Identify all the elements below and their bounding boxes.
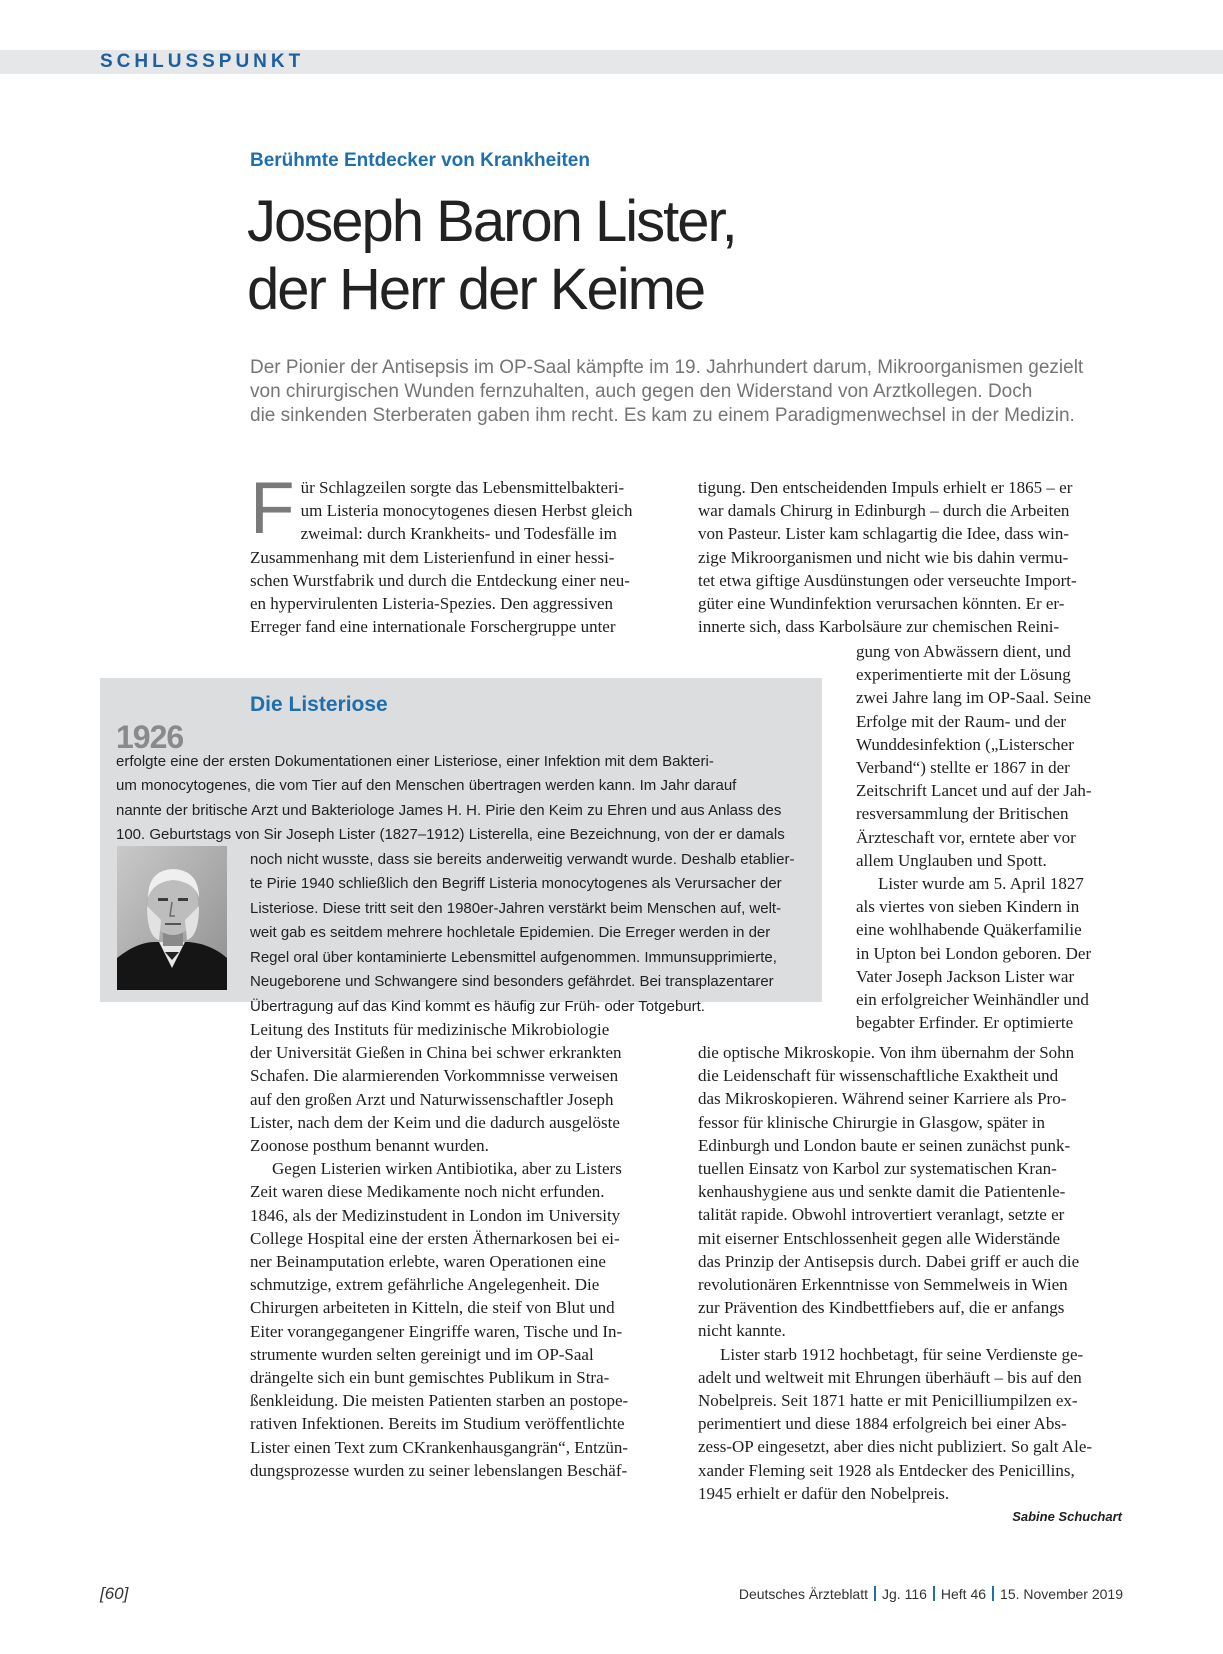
body-line: zige Mikroorganismen und nicht wie bis dahin vermu- (698, 547, 1069, 567)
sidebar-line: Listeriose. Diese tritt seit den 1980er-Jahren verstärkt beim Menschen auf, welt- (250, 899, 782, 917)
body-line: Wunddesinfektion („Listerscher (856, 734, 1074, 754)
author-name: Sabine Schuchart (1012, 1509, 1122, 1525)
body-line: Verband“) stellte er 1867 in der (856, 758, 1070, 778)
body-line: Lister wurde am 5. April 1827 (878, 874, 1084, 894)
body-line: Eiter vorangegangener Eingriffe waren, Tische und In- (250, 1321, 623, 1341)
body-line: Chirurgen arbeiteten in Kitteln, die steif von Blut und (250, 1298, 615, 1318)
sidebar-line: 100. Geburtstags von Sir Joseph Lister (1827–1912) Listerella, eine Bezeichnung, von der er damals (116, 826, 785, 843)
body-line: ein erfolgreicher Weinhändler und (856, 990, 1089, 1010)
body-line: zess-OP eingesetzt, aber dies nicht publiziert. So galt Ale- (698, 1437, 1093, 1457)
sidebar-heading: Die Listeriose (250, 693, 388, 716)
body-line-text: 1945 erhielt er dafür den Nobelpreis. (698, 1483, 950, 1503)
body-line: gung von Abwässern dient, und (856, 642, 1071, 661)
body-line: die optische Mikroskopie. Von ihm übernahm der Sohn (698, 1043, 1075, 1062)
body-line: adelt und weltweit mit Ehrungen überhäuft – bis auf den (698, 1367, 1082, 1387)
sidebar-line: weit gab es seitdem mehrere hochletale Epidemien. Die Erreger werden in der (250, 924, 771, 941)
body-line: Zeit waren diese Medikamente noch nicht erfunden. (250, 1182, 605, 1202)
article-title (247, 188, 1187, 324)
body-line: experimentierte mit der Lösung (856, 665, 1071, 685)
body-line: Gegen Listerien wirken Antibiotika, aber zu Listers (272, 1159, 622, 1179)
body-line: schmutzige, extrem gefährliche Angelegenheit. Die (250, 1275, 600, 1295)
body-line: Erfolge mit der Raum- und der (856, 711, 1067, 731)
body-line: nicht kannte. (698, 1321, 786, 1341)
sidebar-line: Neugeborene und Schwangere sind besonders gefährdet. Bei transplazentarer (250, 973, 774, 990)
body-line: innerte sich, dass Karbolsäure zur chemischen Reini- (698, 617, 1060, 637)
lead-line: die sinkenden Sterberaten gaben ihm recht. Es kam zu einem Paradigmenwechsel in der Medizin. (250, 405, 1075, 426)
body-line: resversammlung der Britischen (856, 804, 1069, 824)
body-line: tet etwa giftige Ausdünstungen oder verseuchte Import- (698, 570, 1077, 590)
body-line: ner Beinamputation erlebte, waren Operationen eine (250, 1252, 606, 1272)
body-line: xander Fleming seit 1928 als Entdecker des Penicillins, (698, 1460, 1075, 1480)
body-line: rativen Infektionen. Bereits im Studium veröffentlichte (250, 1414, 625, 1434)
body-line: ßenkleidung. Die meisten Patienten starben an postope- (250, 1391, 629, 1411)
body-line: Erreger fand eine internationale Forschergruppe unter (250, 617, 616, 637)
body-line: Lister einen Text zum CKrankenhausgangrän“, Entzün- (250, 1437, 629, 1457)
drop-cap: F (250, 468, 295, 549)
sidebar-line: noch nicht wusste, dass sie bereits anderweitig verwandt wurde. Deshalb etablier- (250, 850, 795, 868)
sidebar-line: um monocytogenes, die vom Tier auf den Menschen übertragen werden kann. Im Jahr darauf (116, 777, 737, 794)
sidebar-line: Übertragung auf das Kind kommt es häufig zur Früh- oder Totgeburt. (250, 997, 705, 1015)
sidebar-line: Regel oral über kontaminierte Lebensmittel aufgenommen. Immunsupprimierte, (250, 948, 777, 966)
body-line: Schafen. Die alarmierenden Vorkommnisse verweisen (250, 1066, 619, 1086)
body-line: zweimal: durch Krankheits- und Todesfälle im (300, 524, 617, 544)
body-line: um Listeria monocytogenes diesen Herbst gleich (300, 501, 633, 521)
sidebar-line (116, 719, 806, 774)
title-line: der Herr der Keime (247, 257, 705, 322)
body-line: schen Wurstfabrik und durch die Entdeckung einer neu- (250, 570, 630, 590)
body-line: tuellen Einsatz von Karbol zur systematischen Kran- (698, 1159, 1057, 1179)
body-line: dungsprozesse wurden zu seiner lebenslangen Beschäf- (250, 1460, 628, 1480)
page-number: [60] (100, 1584, 129, 1603)
issue: Heft 46 (940, 1586, 987, 1602)
body-line: en hypervirulenten Listeria-Spezies. Den aggressiven (250, 594, 614, 614)
sidebar-line-text: erfolgte eine der ersten Dokumentationen einer Listeriose, einer Infektion mit dem Bakteri- (116, 752, 714, 770)
body-line: mit eiserner Entschlossenheit gegen alle Widerstände (698, 1228, 1061, 1248)
body-line: Vater Joseph Jackson Lister war (856, 966, 1075, 986)
article-lead (250, 356, 1130, 428)
body-line: güter eine Wundinfektion verursachen könnten. Er er- (698, 594, 1065, 614)
body-line: strumente wurden selten gereinigt und im OP-Saal (250, 1344, 594, 1364)
body-line: eine wohlhabende Quäkerfamilie (856, 920, 1082, 940)
body-line: als viertes von sieben Kindern in (856, 897, 1080, 917)
body-line: talität rapide. Obwohl introvertiert veranlagt, setzte er (698, 1205, 1065, 1225)
body-line: die Leidenschaft für wissenschaftliche Exaktheit und (698, 1066, 1059, 1086)
body-line: war damals Chirurg in Edinburgh – durch die Arbeiten (698, 501, 1070, 521)
body-line: 1846, als der Medizinstudent in London im University (250, 1205, 621, 1225)
sidebar-year: 1926 (116, 719, 184, 755)
body-line: das Prinzip der Antisepsis durch. Dabei griff er auch die (698, 1251, 1080, 1271)
separator (992, 1586, 994, 1601)
body-line: Lister starb 1912 hochbetagt, für seine Verdienste ge- (720, 1344, 1084, 1364)
body-line: fessor für klinische Chirurgie in Glasgow, später in (698, 1112, 1046, 1132)
body-line: der Universität Gießen in China bei schwer erkrankten (250, 1043, 622, 1063)
body-line: Lister, nach dem der Keim und die dadurch ausgelöste (250, 1112, 620, 1132)
body-line: zwei Jahre lang im OP-Saal. Seine (856, 688, 1092, 708)
body-line: Zoonose posthum benannt wurden. (250, 1136, 489, 1156)
body-line: in Upton bei London geboren. Der (856, 943, 1092, 963)
article-kicker: Berühmte Entdecker von Krankheiten (250, 150, 590, 171)
body-line: von Pasteur. Lister kam schlagartig die Idee, dass win- (698, 524, 1070, 544)
column-1-top (250, 468, 671, 638)
title-line: Joseph Baron Lister, (247, 189, 736, 254)
body-line (698, 1482, 1122, 1525)
body-line: Leitung des Instituts für medizinische Mikrobiologie (250, 1020, 610, 1039)
journal-name: Deutsches Ärzteblatt (738, 1586, 868, 1602)
separator (933, 1586, 935, 1601)
body-line: perimentiert und diese 1884 erfolgreich bei einer Abs- (698, 1414, 1067, 1434)
lister-portrait-image (117, 846, 227, 990)
body-line: tigung. Den entscheidenden Impuls erhielt er 1865 – er (698, 478, 1073, 497)
body-line: College Hospital eine der ersten Äthernarkosen bei ei- (250, 1228, 620, 1248)
portrait-illustration (117, 846, 227, 990)
section-label: SCHLUSSPUNKT (100, 51, 305, 72)
body-line: zur Prävention des Kindbettfiebers auf, die er anfangs (698, 1298, 1065, 1318)
body-line: Zusammenhang mit dem Listerienfund in einer hessi- (250, 547, 615, 567)
body-line: Zeitschrift Lancet und auf der Jah- (856, 781, 1092, 801)
body-line: ür Schlagzeilen sorgte das Lebensmittelbakteri- (300, 478, 625, 497)
sidebar-box (100, 678, 822, 1015)
body-line: Edinburgh und London baute er seinen zunächst punk- (698, 1135, 1071, 1155)
body-line: das Mikroskopieren. Während seiner Karriere als Pro- (698, 1089, 1067, 1109)
issue-date: 15. November 2019 (1000, 1586, 1123, 1602)
column-1-bottom (250, 1018, 671, 1482)
separator (874, 1586, 876, 1601)
body-line: allem Unglauben und Spott. (856, 850, 1047, 870)
volume: Jg. 116 (882, 1586, 927, 1602)
lead-line: Der Pionier der Antisepsis im OP-Saal kämpfte im 19. Jahrhundert darum, Mikroorganismen gezielt (250, 357, 1084, 378)
sidebar-line: nannte der britische Arzt und Bakteriologe James H. H. Pirie den Keim zu Ehren und aus Anlass des (116, 801, 782, 819)
body-line: begabter Erfinder. Er optimierte (856, 1013, 1074, 1033)
column-2-narrow (856, 640, 1122, 1034)
footer-meta (739, 1586, 1123, 1602)
body-line: Ärzteschaft vor, erntete aber vor (856, 827, 1076, 847)
body-line: auf den großen Arzt und Naturwissenschaftler Joseph (250, 1089, 614, 1109)
body-line: revolutionären Erkenntnisse von Semmelweis in Wien (698, 1275, 1068, 1295)
column-2-bottom (698, 1041, 1122, 1528)
body-line: kenhaushygiene aus und senkte damit die Patientenle- (698, 1182, 1066, 1202)
lead-line: von chirurgischen Wunden fernzuhalten, auch gegen den Widerstand von Arztkollegen. Doch (250, 381, 1033, 402)
sidebar-line: te Pirie 1940 schließlich den Begriff Listeria monocytogenes als Verursacher der (250, 875, 782, 892)
column-2-top (698, 476, 1122, 638)
body-line: drängelte sich ein bunt gemischtes Publikum in Stra- (250, 1368, 610, 1388)
body-line: Nobelpreis. Seit 1871 hatte er mit Penicilliumpilzen ex- (698, 1391, 1078, 1411)
